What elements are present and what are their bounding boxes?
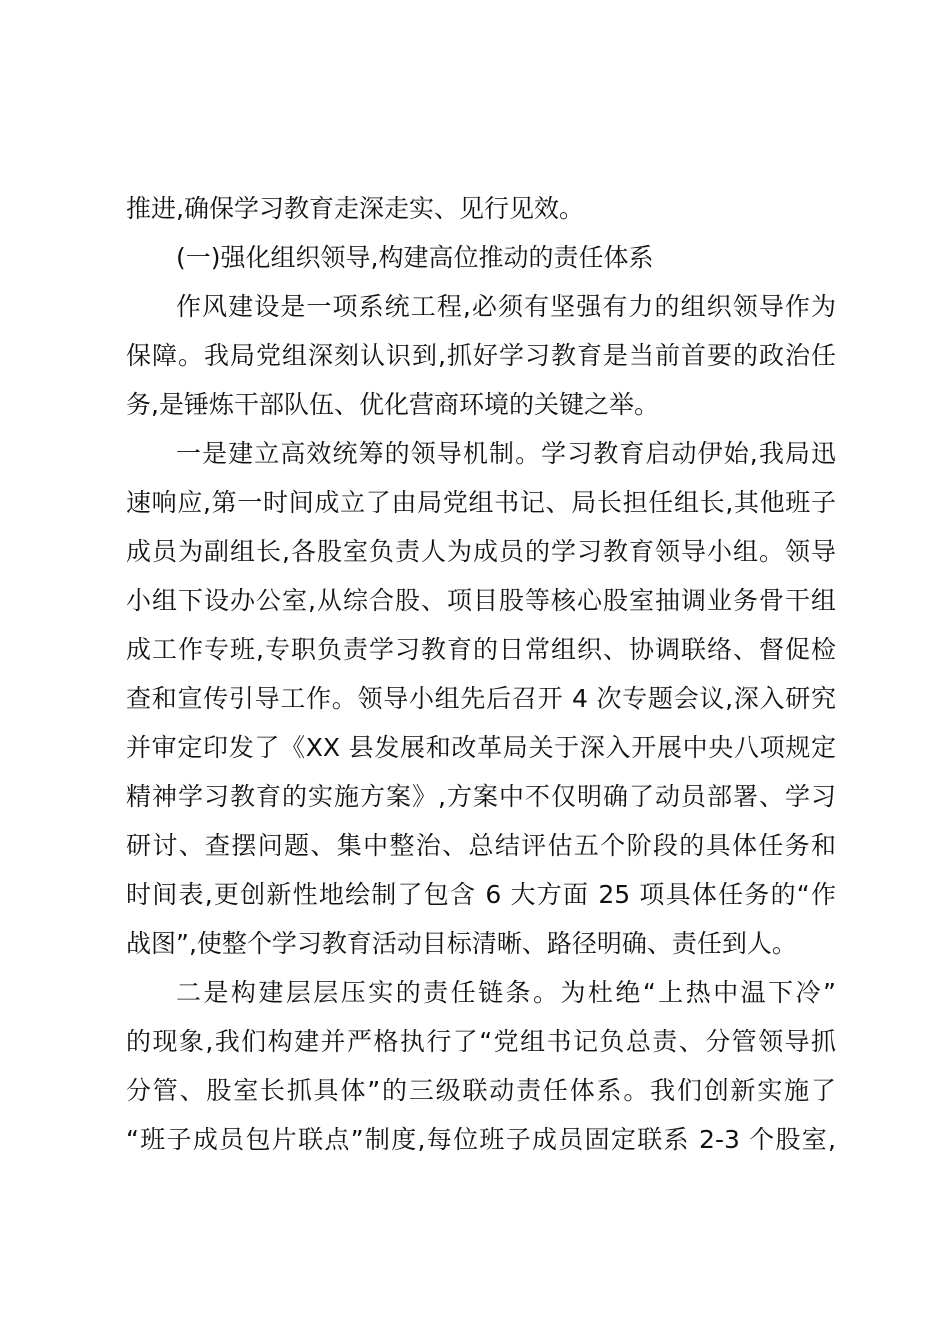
text-line: “班子成员包片联点”制度,每位班子成员固定联系 2-3 个股室, — [126, 1125, 836, 1154]
text-line: 一是建立高效统筹的领导机制。学习教育启动伊始,我局迅 — [176, 439, 836, 468]
text-line: 研讨、查摆问题、集中整治、总结评估五个阶段的具体任务和 — [126, 831, 836, 860]
text-line: 速响应,第一时间成立了由局党组书记、局长担任组长,其他班子 — [126, 488, 836, 517]
text-line: 小组下设办公室,从综合股、项目股等核心股室抽调业务骨干组 — [126, 586, 836, 615]
text-line: 并审定印发了《XX 县发展和改革局关于深入开展中央八项规定 — [126, 733, 836, 762]
text-line: 精神学习教育的实施方案》,方案中不仅明确了动员部署、学习 — [126, 782, 836, 811]
text-line: 战图”,使整个学习教育活动目标清晰、路径明确、责任到人。 — [126, 929, 797, 958]
text-line: 务,是锤炼干部队伍、优化营商环境的关键之举。 — [126, 390, 659, 419]
section-heading: (一)强化组织领导,构建高位推动的责任体系 — [176, 243, 654, 272]
text-line: 二是构建层层压实的责任链条。为杜绝“上热中温下冷” — [176, 978, 836, 1007]
text-line: 查和宣传引导工作。领导小组先后召开 4 次专题会议,深入研究 — [126, 684, 836, 713]
text-line: 保障。我局党组深刻认识到,抓好学习教育是当前首要的政治任 — [126, 341, 836, 370]
text-line: 时间表,更创新性地绘制了包含 6 大方面 25 项具体任务的“作 — [126, 880, 836, 909]
text-line: 作风建设是一项系统工程,必须有坚强有力的组织领导作为 — [176, 292, 836, 321]
text-line: 成工作专班,专职负责学习教育的日常组织、协调联络、督促检 — [126, 635, 836, 664]
document-body — [126, 184, 836, 1164]
text-line: 的现象,我们构建并严格执行了“党组书记负总责、分管领导抓 — [126, 1027, 836, 1056]
text-line: 成员为副组长,各股室负责人为成员的学习教育领导小组。领导 — [126, 537, 836, 566]
text-line: 分管、股室长抓具体”的三级联动责任体系。我们创新实施了 — [126, 1076, 836, 1105]
text-line: 推进,确保学习教育走深走实、见行见效。 — [126, 194, 584, 223]
